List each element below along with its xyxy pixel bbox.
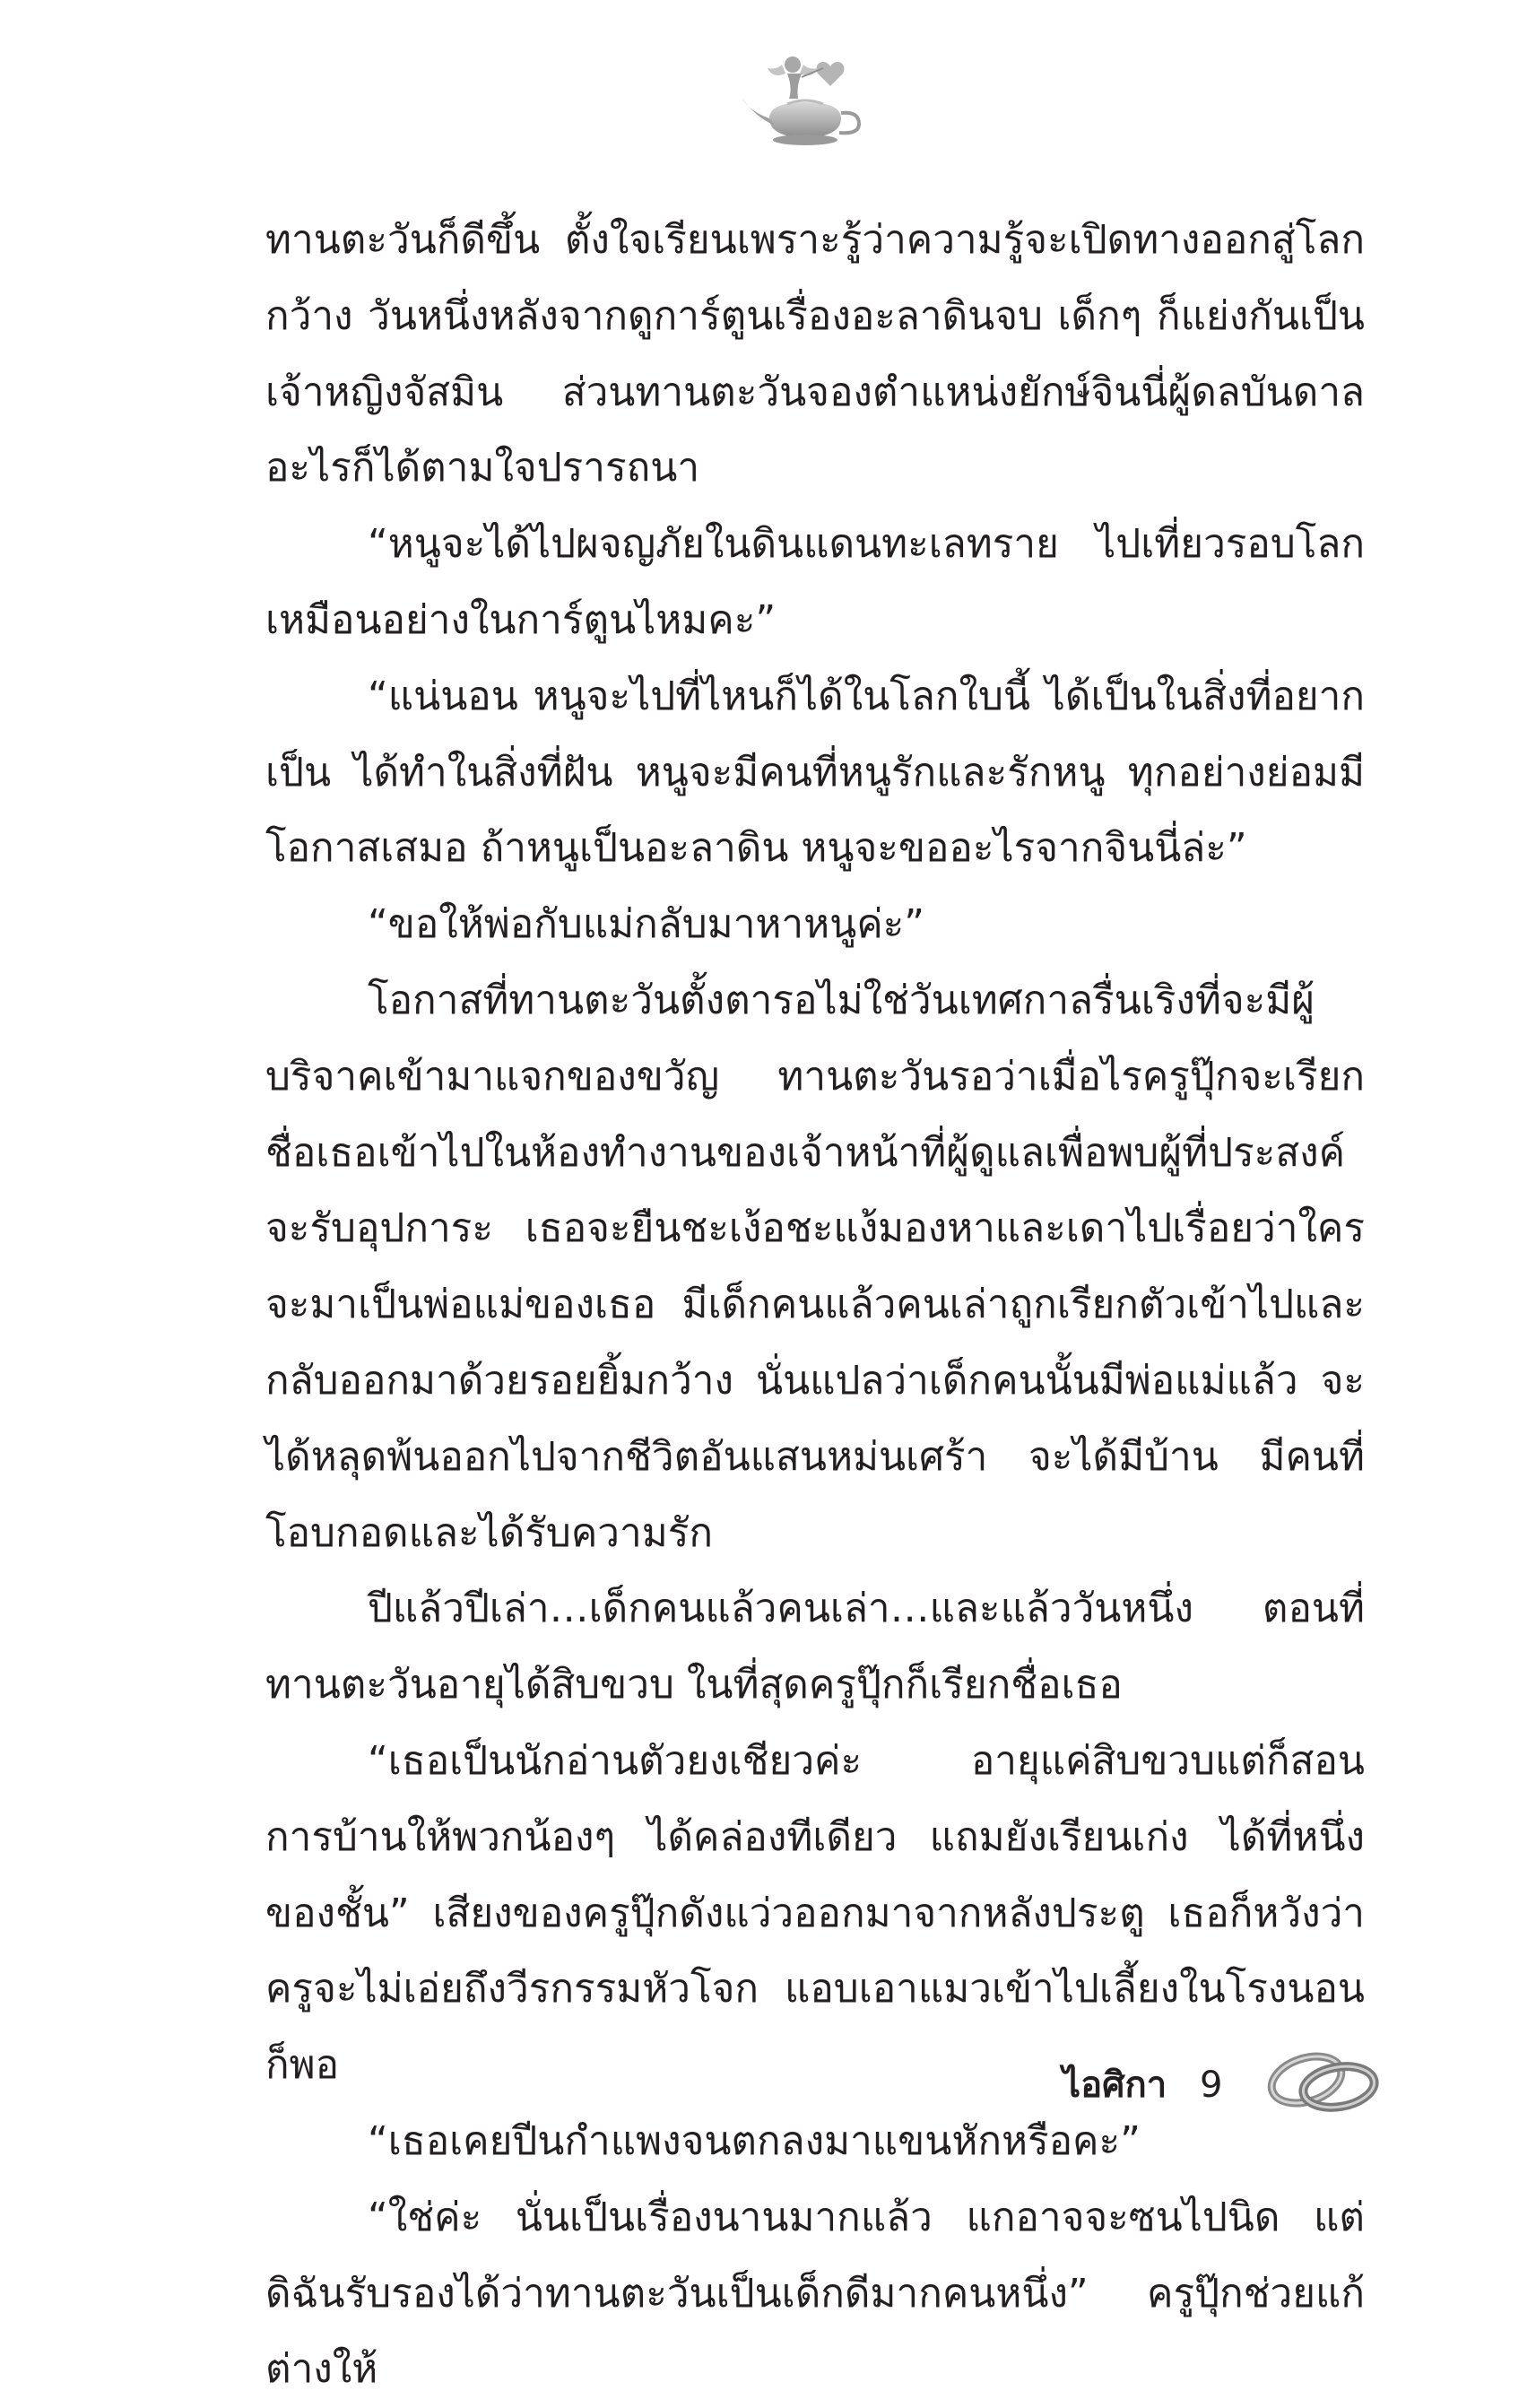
wedding-rings-icon xyxy=(1260,2040,1385,2121)
paragraph: “แน่นอน หนูจะไปที่ไหนก็ได้ในโลกใบนี้ ได้เป็นในสิ่งที่อยากเป็น ได้ทำในสิ่งที่ฝัน หนูจะมีคนที่หนูรักและรักหนู ทุกอย่างย่อมมีโอกาสเสมอ ถ้าหนูเป็นอะลาดิน หนูจะขออะไรจากจินนี่ล่ะ” xyxy=(265,673,1365,872)
paragraph: “หนูจะได้ไปผจญภัยในดินแดนทะเลทราย ไปเที่ยวรอบโลกเหมือนอย่างในการ์ตูนไหมคะ” xyxy=(265,521,1365,643)
paragraph: “เธอเป็นนักอ่านตัวยงเชียวค่ะ อายุแค่สิบขวบแต่ก็สอนการบ้านให้พวกน้องๆ ได้คล่องทีเดียว แถมยังเรียนเก่ง ได้ที่หนึ่งของชั้น” เสียงของครูปุ๊กดังแว่วออกมาจากหลังประตู เธอก็หวังว่าครูจะไม่เอ่ยถึงวีรกรรมหัวโจก แอบเอาแมวเข้าไปเลี้ยงในโรงนอนก็พอ xyxy=(265,1737,1365,2089)
paragraph: ทานตะวันก็ดีขึ้น ตั้งใจเรียนเพราะรู้ว่าความรู้จะเปิดทางออกสู่โลกกว้าง วันหนึ่งหลังจากดูการ์ตูนเรื่องอะลาดินจบ เด็กๆ ก็แย่งกันเป็นเจ้าหญิงจัสมิน ส่วนทานตะวันจองตำแหน่งยักษ์จินนี่ผู้ดลบันดาลอะไรก็ได้ตามใจปรารถนา xyxy=(265,217,1365,491)
paragraph: โอกาสที่ทานตะวันตั้งตารอไม่ใช่วันเทศกาลรื่นเริงที่จะมีผู้บริจาคเข้ามาแจกของขวัญ ทานตะวันรอว่าเมื่อไรครูปุ๊กจะเรียกชื่อเธอเข้าไปในห้องทำงานของเจ้าหน้าที่ผู้ดูแลเพื่อพบผู้ที่ประสงค์จะรับอุปการะ เธอจะยืนชะเง้อชะแง้มองหาและเดาไปเรื่อยว่าใครจะมาเป็นพ่อแม่ของเธอ มีเด็กคนแล้วคนเล่าถูกเรียกตัวเข้าไปและกลับออกมาด้วยรอยยิ้มกว้าง นั่นแปลว่าเด็กคนนั้นมีพ่อแม่แล้ว จะได้หลุดพ้นออกไปจากชีวิตอันแสนหม่นเศร้า จะได้มีบ้าน มีคนที่โอบกอดและได้รับความรัก xyxy=(265,977,1365,1556)
page-number: 9 xyxy=(1200,2065,1223,2106)
cupid-teapot-ornament-icon xyxy=(733,47,877,154)
paragraph: ปีแล้วปีเล่า…เด็กคนแล้วคนเล่า…และแล้ววันหนึ่ง ตอนที่ทานตะวันอายุได้สิบขวบ ในที่สุดครูปุ๊กก็เรียกชื่อเธอ xyxy=(265,1586,1365,1708)
paragraph: “เธอเคยปีนกำแพงจนตกลงมาแขนหักหรือคะ” xyxy=(368,2117,1141,2164)
running-footer-title: ไอศิกา xyxy=(1063,2065,1167,2106)
paragraph: “ขอให้พ่อกับแม่กลับมาหาหนูค่ะ” xyxy=(368,901,925,948)
paragraph: “ใช่ค่ะ นั่นเป็นเรื่องนานมากแล้ว แกอาจจะซนไปนิด แต่ดิฉันรับรองได้ว่าทานตะวันเป็นเด็กดีมากคนหนึ่ง” ครูปุ๊กช่วยแก้ต่างให้ xyxy=(265,2194,1365,2393)
